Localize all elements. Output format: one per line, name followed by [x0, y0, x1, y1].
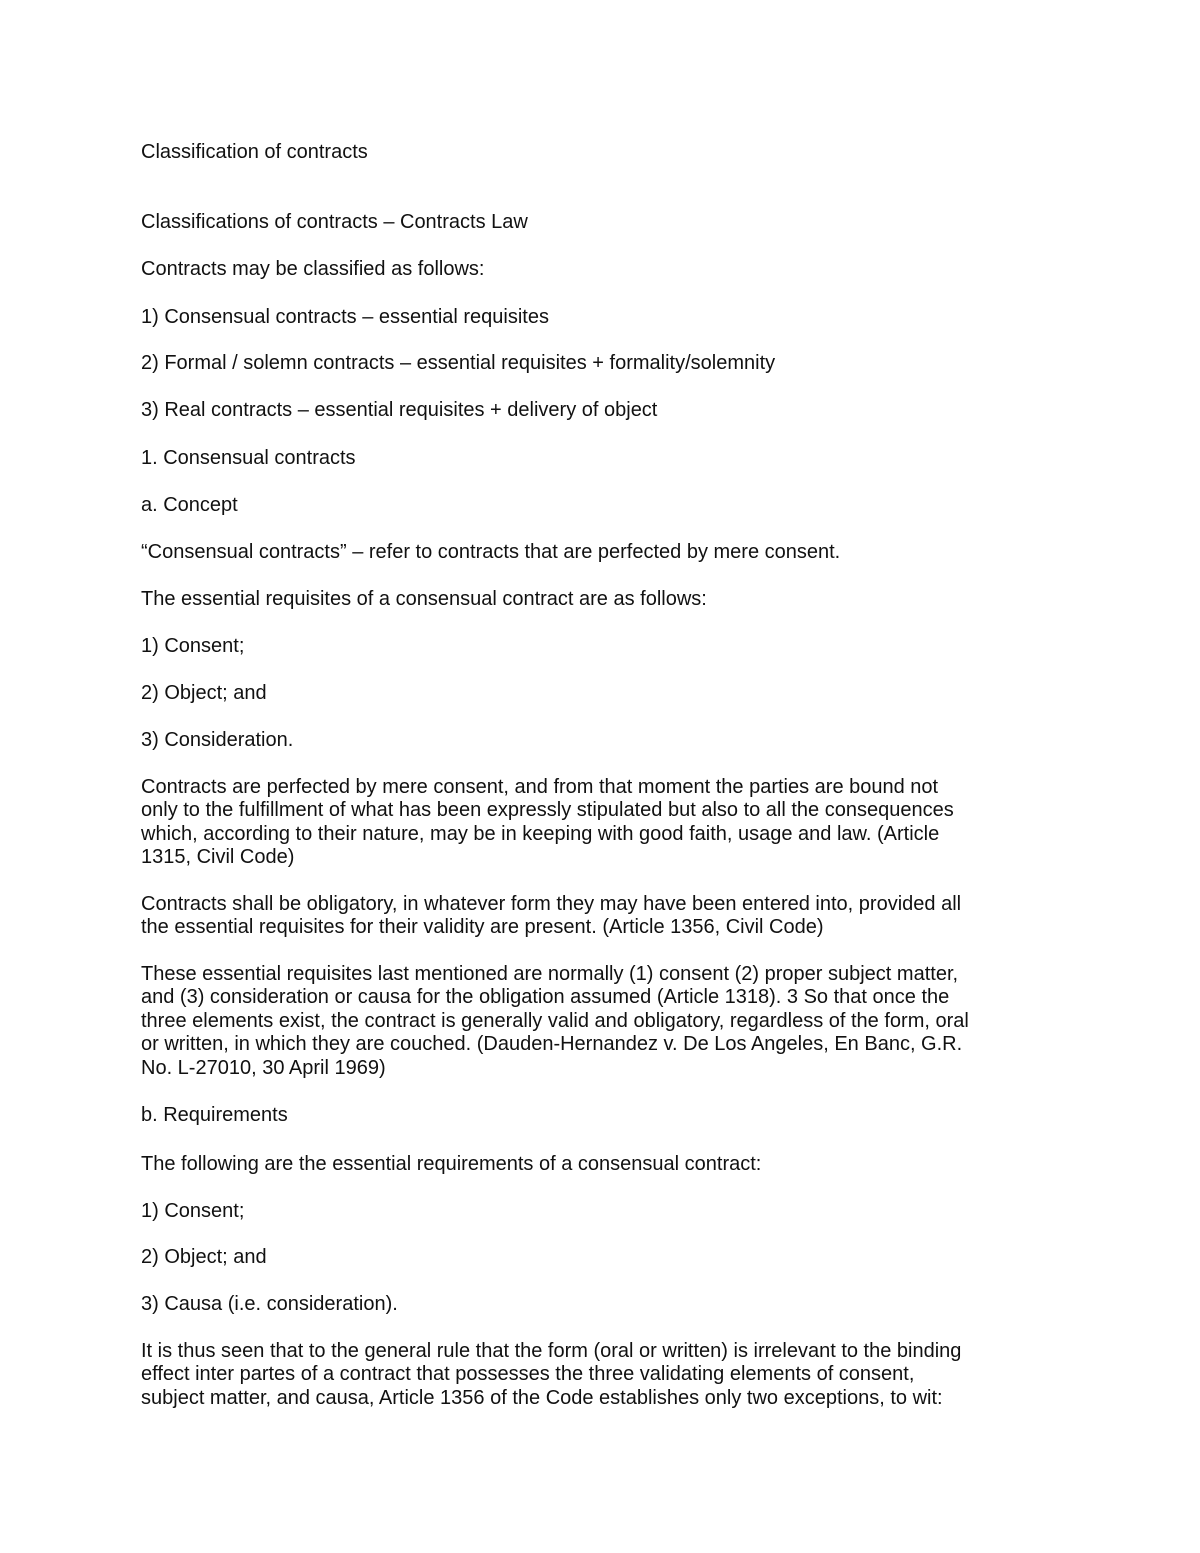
- article-1356-paragraph: [141, 893, 1041, 940]
- requirement-item: 3) Causa (i.e. consideration).: [141, 1293, 398, 1315]
- requisite-item: 2) Object; and: [141, 682, 267, 704]
- paragraph-line: which, according to their nature, may be in keeping with good faith, usage and law. (Article: [141, 822, 940, 845]
- dauden-hernandez-paragraph: [141, 963, 1041, 1080]
- paragraph-line: effect inter partes of a contract that possesses the three validating elements of consent,: [141, 1363, 915, 1386]
- paragraph-line: and (3) consideration or causa for the obligation assumed (Article 1318). 3 So that once the: [141, 986, 950, 1009]
- document-subtitle: Classifications of contracts – Contracts Law: [141, 211, 528, 233]
- subsection-heading: b. Requirements: [141, 1104, 288, 1126]
- section-heading: 1. Consensual contracts: [141, 447, 356, 469]
- paragraph-line: the essential requisites for their validity are present. (Article 1356, Civil Code): [141, 916, 824, 939]
- requisite-item: 3) Consideration.: [141, 729, 294, 751]
- paragraph-line: subject matter, and causa, Article 1356 of the Code establishes only two exceptions, to wit:: [141, 1386, 943, 1409]
- paragraph-line: only to the fulfillment of what has been expressly stipulated but also to all the consequences: [141, 799, 954, 822]
- requirement-item: 1) Consent;: [141, 1200, 245, 1222]
- paragraph-line: Contracts are perfected by mere consent, and from that moment the parties are bound not: [141, 776, 939, 798]
- document-title: Classification of contracts: [141, 141, 368, 163]
- exceptions-paragraph: [141, 1340, 1041, 1410]
- requisite-item: 1) Consent;: [141, 635, 245, 657]
- paragraph-line: It is thus seen that to the general rule that the form (oral or written) is irrelevant to the binding: [141, 1340, 962, 1362]
- paragraph-line: These essential requisites last mentioned are normally (1) consent (2) proper subject matter,: [141, 963, 959, 985]
- requirement-item: 2) Object; and: [141, 1246, 267, 1268]
- paragraph-line: No. L-27010, 30 April 1969): [141, 1056, 386, 1079]
- classification-item: 3) Real contracts – essential requisites + delivery of object: [141, 399, 658, 421]
- classification-item: 1) Consensual contracts – essential requisites: [141, 306, 549, 328]
- requirements-intro: The following are the essential requirements of a consensual contract:: [141, 1153, 762, 1175]
- article-1315-paragraph: [141, 776, 1041, 870]
- paragraph-line: Contracts shall be obligatory, in whatever form they may have been entered into, provided all: [141, 893, 962, 915]
- classification-item: 2) Formal / solemn contracts – essential requisites + formality/solemnity: [141, 352, 776, 374]
- paragraph-line: 1315, Civil Code): [141, 846, 295, 869]
- requisites-intro: The essential requisites of a consensual contract are as follows:: [141, 588, 707, 610]
- concept-definition: “Consensual contracts” – refer to contracts that are perfected by mere consent.: [141, 541, 841, 563]
- paragraph-line: three elements exist, the contract is generally valid and obligatory, regardless of the form, oral: [141, 1009, 969, 1032]
- intro-text: Contracts may be classified as follows:: [141, 258, 485, 280]
- paragraph-line: or written, in which they are couched. (Dauden-Hernandez v. De Los Angeles, En Banc, G.R.: [141, 1033, 963, 1056]
- subsection-heading: a. Concept: [141, 494, 238, 516]
